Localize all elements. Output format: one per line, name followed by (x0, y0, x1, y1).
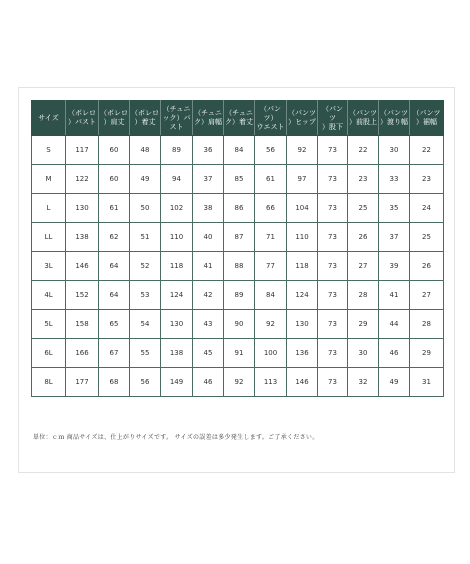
table-cell: 110 (287, 223, 318, 252)
table-row (32, 194, 444, 223)
table-row (32, 136, 444, 165)
table-cell: 97 (287, 165, 318, 194)
table-cell: 25 (348, 194, 379, 223)
table-cell: 113 (255, 368, 287, 397)
table-cell: 28 (348, 281, 379, 310)
table-cell: 39 (379, 252, 410, 281)
table-cell: 66 (255, 194, 287, 223)
table-cell: 64 (99, 281, 130, 310)
table-cell: 27 (410, 281, 444, 310)
table-cell: 65 (99, 310, 130, 339)
table-cell: 27 (348, 252, 379, 281)
table-cell: 37 (379, 223, 410, 252)
table-cell: 138 (66, 223, 99, 252)
table-cell: 124 (161, 281, 193, 310)
table-cell: 46 (193, 368, 224, 397)
table-cell: 117 (66, 136, 99, 165)
table-cell: 89 (224, 281, 255, 310)
table-row (32, 339, 444, 368)
table-cell: 40 (193, 223, 224, 252)
table-cell: 94 (161, 165, 193, 194)
header-cell: （チュニ ック）バ スト (161, 101, 193, 136)
table-cell: 73 (318, 194, 348, 223)
table-cell: 45 (193, 339, 224, 368)
header-cell: （パンツ） ウエスト (255, 101, 287, 136)
table-cell: 73 (318, 136, 348, 165)
table-cell: 32 (348, 368, 379, 397)
table-cell: 73 (318, 310, 348, 339)
table-cell: 61 (99, 194, 130, 223)
table-cell: 41 (193, 252, 224, 281)
table-cell: 68 (99, 368, 130, 397)
table-cell: 73 (318, 165, 348, 194)
table-cell: 166 (66, 339, 99, 368)
table-cell: 73 (318, 252, 348, 281)
table-cell: 44 (379, 310, 410, 339)
table-cell: 73 (318, 368, 348, 397)
table-cell: 73 (318, 281, 348, 310)
table-cell: 46 (379, 339, 410, 368)
header-cell: （ボレロ ）着丈 (130, 101, 161, 136)
table-cell: 54 (130, 310, 161, 339)
table-row (32, 252, 444, 281)
table-cell: 24 (410, 194, 444, 223)
table-cell: 77 (255, 252, 287, 281)
size-label-cell: 6L (32, 339, 66, 368)
table-cell: 88 (224, 252, 255, 281)
table-row (32, 165, 444, 194)
table-cell: 48 (130, 136, 161, 165)
table-cell: 49 (379, 368, 410, 397)
table-cell: 38 (193, 194, 224, 223)
header-cell: （ボレロ ）バスト (66, 101, 99, 136)
table-cell: 22 (410, 136, 444, 165)
table-cell: 91 (224, 339, 255, 368)
size-label-cell: 5L (32, 310, 66, 339)
size-label-cell: S (32, 136, 66, 165)
size-note: 単位：ｃｍ 商品サイズは、仕上がりサイズです。 サイズの誤差は多少発生します。ご了承ください。 (33, 434, 319, 441)
table-cell: 73 (318, 339, 348, 368)
table-cell: 26 (348, 223, 379, 252)
table-cell: 42 (193, 281, 224, 310)
table-cell: 130 (66, 194, 99, 223)
size-chart-card (18, 87, 455, 473)
table-cell: 23 (348, 165, 379, 194)
table-cell: 64 (99, 252, 130, 281)
table-cell: 146 (66, 252, 99, 281)
table-cell: 56 (130, 368, 161, 397)
size-label-cell: 8L (32, 368, 66, 397)
table-cell: 73 (318, 223, 348, 252)
table-cell: 52 (130, 252, 161, 281)
table-cell: 84 (224, 136, 255, 165)
header-row (32, 101, 444, 136)
table-cell: 122 (66, 165, 99, 194)
table-cell: 130 (287, 310, 318, 339)
table-cell: 51 (130, 223, 161, 252)
table-cell: 124 (287, 281, 318, 310)
table-cell: 118 (161, 252, 193, 281)
table-cell: 92 (224, 368, 255, 397)
table-cell: 23 (410, 165, 444, 194)
size-label-cell: 3L (32, 252, 66, 281)
table-cell: 55 (130, 339, 161, 368)
table-cell: 118 (287, 252, 318, 281)
table-cell: 30 (379, 136, 410, 165)
table-row (32, 368, 444, 397)
header-cell: （パンツ ）前股上 (348, 101, 379, 136)
table-cell: 152 (66, 281, 99, 310)
table-cell: 60 (99, 136, 130, 165)
table-cell: 67 (99, 339, 130, 368)
table-cell: 56 (255, 136, 287, 165)
table-cell: 89 (161, 136, 193, 165)
size-label-cell: LL (32, 223, 66, 252)
table-row (32, 281, 444, 310)
table-cell: 149 (161, 368, 193, 397)
table-cell: 22 (348, 136, 379, 165)
table-cell: 158 (66, 310, 99, 339)
table-cell: 136 (287, 339, 318, 368)
table-cell: 85 (224, 165, 255, 194)
table-cell: 29 (348, 310, 379, 339)
table-cell: 104 (287, 194, 318, 223)
table-cell: 71 (255, 223, 287, 252)
table-cell: 87 (224, 223, 255, 252)
size-table (31, 100, 444, 397)
table-cell: 100 (255, 339, 287, 368)
table-cell: 49 (130, 165, 161, 194)
header-cell: （パンツ ）裾幅 (410, 101, 444, 136)
table-cell: 90 (224, 310, 255, 339)
table-cell: 102 (161, 194, 193, 223)
table-cell: 41 (379, 281, 410, 310)
table-cell: 146 (287, 368, 318, 397)
table-cell: 26 (410, 252, 444, 281)
table-cell: 35 (379, 194, 410, 223)
table-cell: 84 (255, 281, 287, 310)
size-label-cell: L (32, 194, 66, 223)
table-cell: 36 (193, 136, 224, 165)
table-cell: 61 (255, 165, 287, 194)
header-cell: （チュニ ク）肩幅 (193, 101, 224, 136)
table-cell: 25 (410, 223, 444, 252)
table-cell: 92 (255, 310, 287, 339)
table-cell: 29 (410, 339, 444, 368)
table-cell: 53 (130, 281, 161, 310)
table-cell: 43 (193, 310, 224, 339)
table-cell: 31 (410, 368, 444, 397)
table-cell: 37 (193, 165, 224, 194)
table-cell: 92 (287, 136, 318, 165)
header-cell: （パンツ ）ヒップ (287, 101, 318, 136)
table-cell: 177 (66, 368, 99, 397)
header-cell: （チュニ ク）着丈 (224, 101, 255, 136)
size-label-cell: M (32, 165, 66, 194)
table-cell: 62 (99, 223, 130, 252)
table-row (32, 223, 444, 252)
table-cell: 110 (161, 223, 193, 252)
table-cell: 130 (161, 310, 193, 339)
header-cell: （ボレロ ）肩丈 (99, 101, 130, 136)
header-size: サイズ (32, 101, 66, 136)
table-cell: 30 (348, 339, 379, 368)
table-cell: 28 (410, 310, 444, 339)
table-cell: 60 (99, 165, 130, 194)
table-row (32, 310, 444, 339)
size-label-cell: 4L (32, 281, 66, 310)
table-cell: 50 (130, 194, 161, 223)
table-cell: 86 (224, 194, 255, 223)
header-cell: （パンツ ）股下 (318, 101, 348, 136)
header-cell: （パンツ ）渡り幅 (379, 101, 410, 136)
table-cell: 138 (161, 339, 193, 368)
table-cell: 33 (379, 165, 410, 194)
